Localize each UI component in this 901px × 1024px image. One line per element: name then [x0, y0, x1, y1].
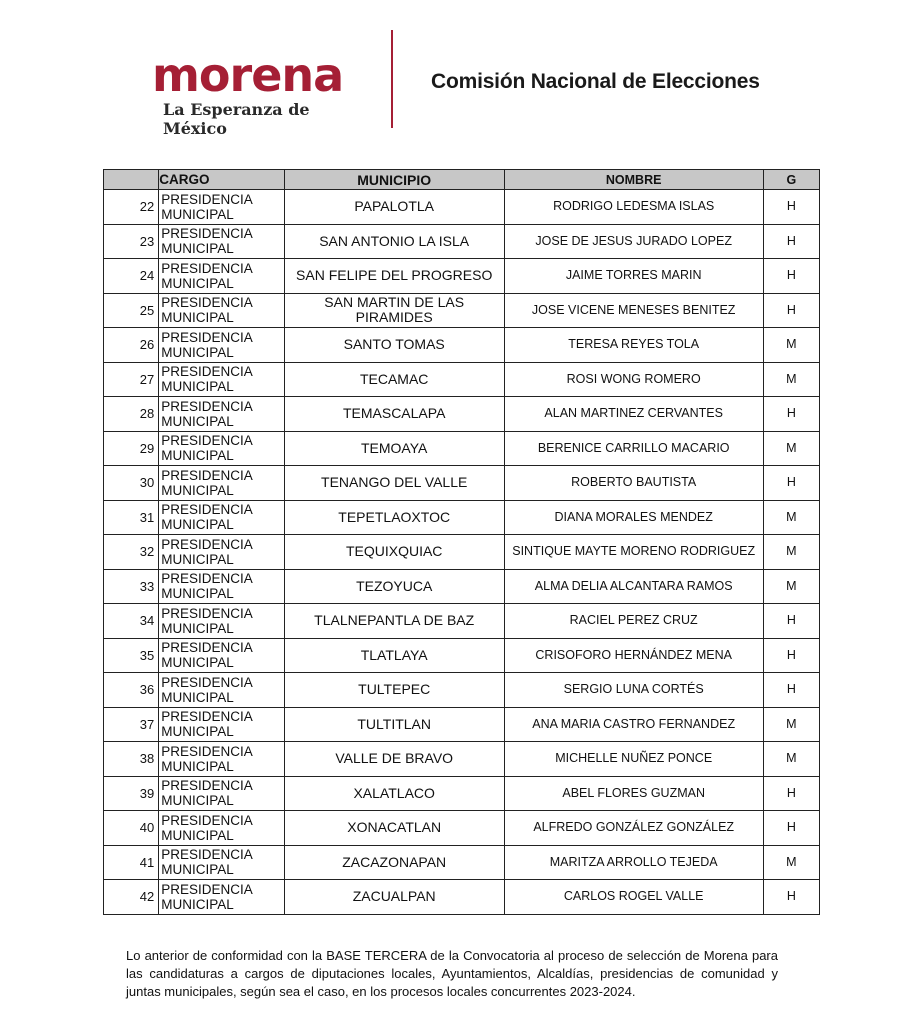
- col-header-genero: G: [763, 170, 819, 190]
- row-nombre: JOSE VICENE MENESES BENITEZ: [504, 293, 763, 328]
- header-divider: [391, 30, 393, 128]
- table-row: [104, 673, 820, 708]
- row-genero: M: [763, 431, 819, 466]
- row-nombre: DIANA MORALES MENDEZ: [504, 500, 763, 535]
- row-cargo: PRESIDENCIA MUNICIPAL: [159, 880, 285, 915]
- row-number: 32: [104, 535, 159, 570]
- row-number: 34: [104, 604, 159, 639]
- row-cargo: PRESIDENCIA MUNICIPAL: [159, 431, 285, 466]
- row-cargo: PRESIDENCIA MUNICIPAL: [159, 190, 285, 225]
- row-municipio: XALATLACO: [284, 776, 504, 811]
- row-genero: H: [763, 466, 819, 501]
- row-genero: H: [763, 880, 819, 915]
- row-municipio: VALLE DE BRAVO: [284, 742, 504, 777]
- row-number: 35: [104, 638, 159, 673]
- row-genero: M: [763, 328, 819, 363]
- row-cargo: PRESIDENCIA MUNICIPAL: [159, 293, 285, 328]
- row-genero: H: [763, 604, 819, 639]
- row-genero: H: [763, 638, 819, 673]
- row-municipio: TECAMAC: [284, 362, 504, 397]
- row-genero: M: [763, 742, 819, 777]
- table-row: [104, 259, 820, 294]
- row-genero: M: [763, 362, 819, 397]
- row-nombre: JOSE DE JESUS JURADO LOPEZ: [504, 224, 763, 259]
- row-genero: H: [763, 811, 819, 846]
- row-nombre: RACIEL PEREZ CRUZ: [504, 604, 763, 639]
- row-number: 24: [104, 259, 159, 294]
- footer-note: Lo anterior de conformidad con la BASE TERCERA de la Convocatoria al proceso de selección de Morena para las candidaturas a cargos de diputaciones locales, Ayuntamientos, Alcaldías, presidencias de comunidad y juntas municipales, según sea el caso, en los procesos locales concurrentes 2023-2024.: [126, 948, 778, 999]
- row-number: 30: [104, 466, 159, 501]
- row-municipio: TULTEPEC: [284, 673, 504, 708]
- table-row: [104, 604, 820, 639]
- row-nombre: CARLOS ROGEL VALLE: [504, 880, 763, 915]
- row-nombre: SERGIO LUNA CORTÉS: [504, 673, 763, 708]
- row-nombre: ALMA DELIA ALCANTARA RAMOS: [504, 569, 763, 604]
- row-genero: H: [763, 673, 819, 708]
- row-genero: H: [763, 190, 819, 225]
- table-row: [104, 707, 820, 742]
- logo-wordmark: morena: [152, 48, 344, 102]
- morena-logo: [152, 48, 362, 138]
- row-cargo: PRESIDENCIA MUNICIPAL: [159, 466, 285, 501]
- row-nombre: ROBERTO BAUTISTA: [504, 466, 763, 501]
- commission-title: Comisión Nacional de Elecciones: [431, 70, 760, 93]
- candidates-table: [103, 169, 820, 915]
- row-number: 36: [104, 673, 159, 708]
- table-row: [104, 742, 820, 777]
- row-nombre: MICHELLE NUÑEZ PONCE: [504, 742, 763, 777]
- table-row: [104, 569, 820, 604]
- table-row: [104, 776, 820, 811]
- table-row: [104, 397, 820, 432]
- row-nombre: CRISOFORO HERNÁNDEZ MENA: [504, 638, 763, 673]
- row-municipio: TEMOAYA: [284, 431, 504, 466]
- table-row: [104, 880, 820, 915]
- row-nombre: ALFREDO GONZÁLEZ GONZÁLEZ: [504, 811, 763, 846]
- table-row: [104, 431, 820, 466]
- row-nombre: ALAN MARTINEZ CERVANTES: [504, 397, 763, 432]
- row-cargo: PRESIDENCIA MUNICIPAL: [159, 535, 285, 570]
- row-cargo: PRESIDENCIA MUNICIPAL: [159, 811, 285, 846]
- row-nombre: ANA MARIA CASTRO FERNANDEZ: [504, 707, 763, 742]
- table-header-row: [104, 170, 820, 190]
- table-row: [104, 224, 820, 259]
- row-cargo: PRESIDENCIA MUNICIPAL: [159, 362, 285, 397]
- row-cargo: PRESIDENCIA MUNICIPAL: [159, 397, 285, 432]
- row-municipio: ZACUALPAN: [284, 880, 504, 915]
- row-genero: H: [763, 293, 819, 328]
- table-row: [104, 845, 820, 880]
- row-municipio: TLALNEPANTLA DE BAZ: [284, 604, 504, 639]
- row-nombre: ROSI WONG ROMERO: [504, 362, 763, 397]
- row-nombre: TERESA REYES TOLA: [504, 328, 763, 363]
- row-municipio: TEPETLAOXTOC: [284, 500, 504, 535]
- row-nombre: JAIME TORRES MARIN: [504, 259, 763, 294]
- table-row: [104, 535, 820, 570]
- row-municipio: TENANGO DEL VALLE: [284, 466, 504, 501]
- row-number: 37: [104, 707, 159, 742]
- row-municipio: TULTITLAN: [284, 707, 504, 742]
- row-cargo: PRESIDENCIA MUNICIPAL: [159, 569, 285, 604]
- row-genero: H: [763, 224, 819, 259]
- row-municipio: SAN ANTONIO LA ISLA: [284, 224, 504, 259]
- row-cargo: PRESIDENCIA MUNICIPAL: [159, 259, 285, 294]
- row-number: 31: [104, 500, 159, 535]
- row-nombre: SINTIQUE MAYTE MORENO RODRIGUEZ: [504, 535, 763, 570]
- row-genero: M: [763, 500, 819, 535]
- row-municipio: TEZOYUCA: [284, 569, 504, 604]
- table-row: [104, 811, 820, 846]
- row-cargo: PRESIDENCIA MUNICIPAL: [159, 328, 285, 363]
- row-number: 26: [104, 328, 159, 363]
- row-number: 28: [104, 397, 159, 432]
- row-genero: M: [763, 845, 819, 880]
- row-nombre: ABEL FLORES GUZMAN: [504, 776, 763, 811]
- row-cargo: PRESIDENCIA MUNICIPAL: [159, 776, 285, 811]
- row-number: 40: [104, 811, 159, 846]
- row-genero: M: [763, 707, 819, 742]
- row-municipio: SAN MARTIN DE LAS PIRAMIDES: [284, 293, 504, 328]
- table-row: [104, 638, 820, 673]
- row-municipio: XONACATLAN: [284, 811, 504, 846]
- row-number: 25: [104, 293, 159, 328]
- row-municipio: TEQUIXQUIAC: [284, 535, 504, 570]
- row-number: 23: [104, 224, 159, 259]
- row-genero: M: [763, 569, 819, 604]
- col-header-number: [104, 170, 159, 190]
- row-cargo: PRESIDENCIA MUNICIPAL: [159, 742, 285, 777]
- row-number: 22: [104, 190, 159, 225]
- row-cargo: PRESIDENCIA MUNICIPAL: [159, 604, 285, 639]
- row-cargo: PRESIDENCIA MUNICIPAL: [159, 845, 285, 880]
- row-cargo: PRESIDENCIA MUNICIPAL: [159, 224, 285, 259]
- row-genero: M: [763, 535, 819, 570]
- row-nombre: BERENICE CARRILLO MACARIO: [504, 431, 763, 466]
- row-nombre: MARITZA ARROLLO TEJEDA: [504, 845, 763, 880]
- row-genero: H: [763, 397, 819, 432]
- row-number: 38: [104, 742, 159, 777]
- row-cargo: PRESIDENCIA MUNICIPAL: [159, 638, 285, 673]
- table-row: [104, 190, 820, 225]
- row-cargo: PRESIDENCIA MUNICIPAL: [159, 673, 285, 708]
- row-number: 33: [104, 569, 159, 604]
- table-row: [104, 362, 820, 397]
- table-row: [104, 328, 820, 363]
- row-genero: H: [763, 776, 819, 811]
- row-number: 27: [104, 362, 159, 397]
- row-genero: H: [763, 259, 819, 294]
- table-row: [104, 500, 820, 535]
- col-header-nombre: NOMBRE: [504, 170, 763, 190]
- row-nombre: RODRIGO LEDESMA ISLAS: [504, 190, 763, 225]
- row-municipio: TEMASCALAPA: [284, 397, 504, 432]
- row-number: 39: [104, 776, 159, 811]
- row-number: 29: [104, 431, 159, 466]
- row-municipio: SANTO TOMAS: [284, 328, 504, 363]
- col-header-municipio: MUNICIPIO: [284, 170, 504, 190]
- row-cargo: PRESIDENCIA MUNICIPAL: [159, 500, 285, 535]
- row-number: 42: [104, 880, 159, 915]
- col-header-cargo: CARGO: [159, 170, 285, 190]
- row-municipio: PAPALOTLA: [284, 190, 504, 225]
- row-municipio: TLATLAYA: [284, 638, 504, 673]
- row-municipio: ZACAZONAPAN: [284, 845, 504, 880]
- table-row: [104, 293, 820, 328]
- row-municipio: SAN FELIPE DEL PROGRESO: [284, 259, 504, 294]
- logo-tagline: La Esperanza de México: [163, 100, 310, 138]
- row-number: 41: [104, 845, 159, 880]
- table-row: [104, 466, 820, 501]
- row-cargo: PRESIDENCIA MUNICIPAL: [159, 707, 285, 742]
